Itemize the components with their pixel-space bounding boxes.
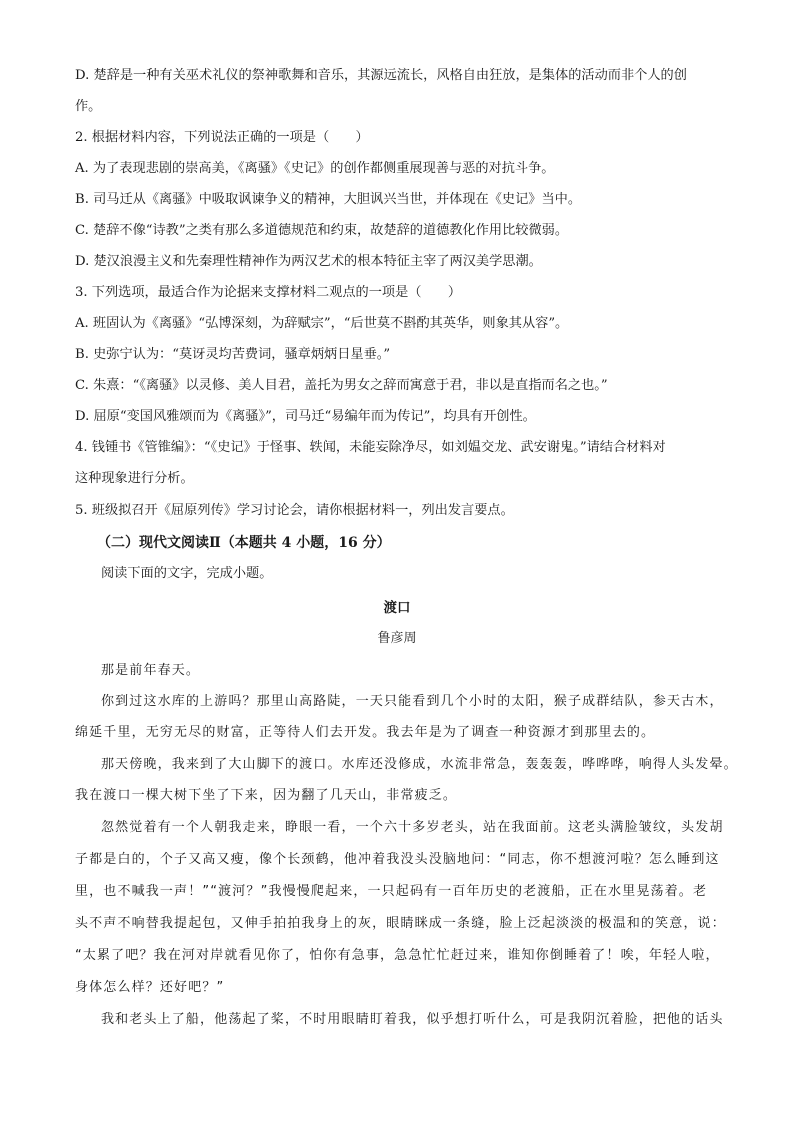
story-paragraph-2-line2: 绵延千里，无穷无尽的财富，正等待人们去开发。我去年是为了调查一种资源才到那里去的。 — [75, 725, 656, 740]
story-paragraph-4-line4: 头不声不响替我提起包，又伸手拍拍我身上的灰，眼睛眯成一条缝，脸上泛起淡淡的极温和的笑意，说： — [75, 916, 726, 931]
question3-option-d: D. 屈原“变国风雅颂而为《离骚》”，司马迁“易编年而为传记”，均具有开创性。 — [75, 409, 536, 424]
question3-option-b: B. 史弥宁认为：“莫讶灵均苦费词，骚章炳炳日星垂。” — [75, 347, 391, 362]
story-paragraph-4-line6: 身体怎么样？还好吧？” — [75, 980, 225, 995]
question4-line1: 4. 钱锺书《管锥编》：“《史记》于怪事、轶闻，未能妄除净尽，如刘媪交龙、武安谢鬼。”请结合材料对 — [75, 440, 666, 455]
section-instruction: 阅读下面的文字，完成小题。 — [101, 566, 273, 581]
story-paragraph-5-line1: 我和老头上了船，他荡起了桨，不时用眼睛盯着我，似乎想打听什么，可是我阴沉着脸，把他的话头 — [101, 1012, 724, 1027]
story-author: 鲁彦周 — [377, 631, 417, 646]
story-paragraph-4-line5: “太累了吧？我在河对岸就看见你了，怕你有急事，急急忙忙赶过来，谁知你倒睡着了！唉，年轻人啦， — [75, 948, 720, 963]
question1-option-d-line1: D. 楚辞是一种有关巫术礼仪的祭神歌舞和音乐，其源远流长，风格自由狂放，是集体的活动而非个人的创 — [75, 68, 687, 83]
question3-option-a: A. 班固认为《离骚》“弘博深刻，为辞赋宗”，“后世莫不斟酌其英华，则象其从容”。 — [75, 316, 569, 331]
story-title: 渡口 — [383, 600, 411, 616]
question2-option-d: D. 楚汉浪漫主义和先秦理性精神作为两汉艺术的根本特征主宰了两汉美学思潮。 — [75, 254, 542, 269]
question4-line2: 这种现象进行分析。 — [75, 471, 194, 486]
question2-stem: 2. 根据材料内容，下列说法正确的一项是（ ） — [75, 130, 369, 145]
story-paragraph-3-line2: 我在渡口一棵大树下坐了下来，因为翻了几天山，非常疲乏。 — [75, 788, 458, 803]
story-paragraph-3-line1: 那天傍晚，我来到了大山脚下的渡口。水库还没修成，水流非常急，轰轰轰，哗哗哗，响得人头发晕。 — [101, 757, 738, 772]
section-heading: （二）现代文阅读Ⅱ（本题共 4 小题，16 分） — [97, 535, 391, 551]
question2-option-a: A. 为了表现悲剧的崇高美，《离骚》《史记》的创作都侧重展现善与恶的对抗斗争。 — [75, 161, 555, 176]
question5-text: 5. 班级拟召开《屈原列传》学习讨论会，请你根据材料一，列出发言要点。 — [75, 503, 514, 518]
question1-option-d-line2: 作。 — [75, 99, 102, 114]
story-paragraph-4-line3: 里，也不喊我一声！”“渡河？”我慢慢爬起来，一只起码有一百年历史的老渡船，正在水里晃荡着。老 — [75, 884, 708, 899]
question2-option-b: B. 司马迁从《离骚》中吸取讽谏争义的精神，大胆讽兴当世，并体现在《史记》当中。 — [75, 192, 582, 207]
question3-stem: 3. 下列选项，最适合作为论据来支撑材料二观点的一项是（ ） — [75, 285, 462, 300]
question2-option-c: C. 楚辞不像“诗教”之类有那么多道德规范和约束，故楚辞的道德教化作用比较微弱。 — [75, 223, 569, 238]
story-paragraph-4-line2: 子都是白的，个子又高又瘦，像个长颈鹤，他冲着我没头没脑地问：“同志，你不想渡河啦？怎么睡到这 — [75, 852, 720, 867]
story-paragraph-2-line1: 你到过这水库的上游吗？那里山高路陡，一天只能看到几个小时的太阳，猴子成群结队，参天古木， — [101, 694, 724, 709]
story-paragraph-4-line1: 忽然觉着有一个人朝我走来，睁眼一看，一个六十多岁老头，站在我面前。这老头满脸皱纹，头发胡 — [101, 820, 724, 835]
story-paragraph-1: 那是前年春天。 — [101, 663, 201, 678]
question3-option-c: C. 朱熹：“《离骚》以灵修、美人目君，盖托为男女之辞而寓意于君，非以是直指而名之也。” — [75, 378, 608, 393]
